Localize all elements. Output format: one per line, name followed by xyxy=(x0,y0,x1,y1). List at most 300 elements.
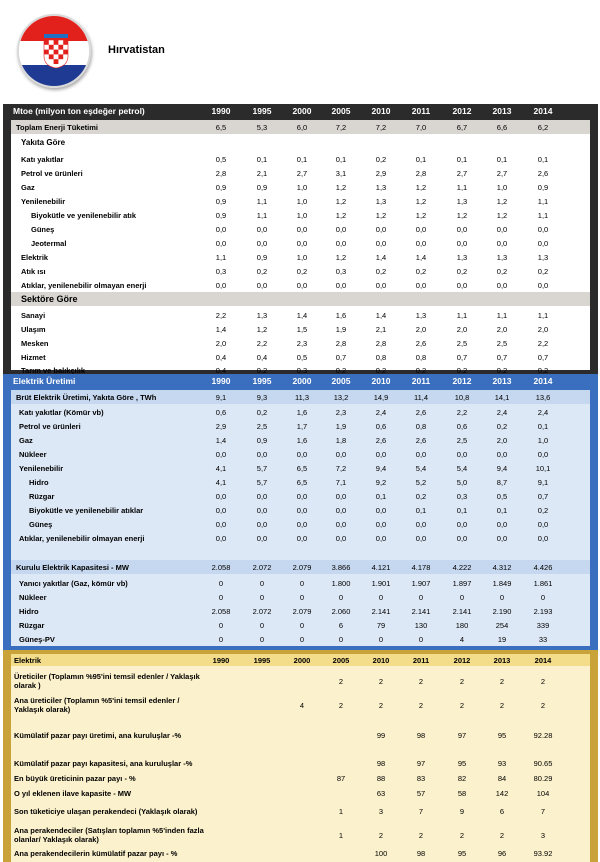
country-title: Hırvatistan xyxy=(108,44,165,56)
row-label: Biyokütle ve yenilenebilir atıklar xyxy=(29,505,144,515)
cell-value: 9,4 xyxy=(496,463,508,473)
cell-value: 0,0 xyxy=(537,449,549,459)
cell-value: 2,9 xyxy=(375,168,387,178)
cell-value: 2.141 xyxy=(371,606,391,616)
mtoe-section-header xyxy=(3,104,598,118)
cell-value: 0,9 xyxy=(215,196,227,206)
table-row xyxy=(11,292,590,306)
cell-value: 7 xyxy=(418,806,424,816)
cell-value: 0,0 xyxy=(415,449,427,459)
cell-value: 1.897 xyxy=(452,578,472,588)
cell-value: 1,0 xyxy=(296,182,308,192)
table-row xyxy=(11,405,590,419)
cell-value: 5,0 xyxy=(456,477,468,487)
cell-value: 0,7 xyxy=(496,352,508,362)
cell-value: 98 xyxy=(416,730,426,740)
table-row xyxy=(11,461,590,475)
cell-value: 0,9 xyxy=(256,252,268,262)
cell-value: 6,6 xyxy=(496,122,508,132)
cell-value: 0,3 xyxy=(456,491,468,501)
cell-value: 1 xyxy=(338,806,344,816)
cell-value: 0,0 xyxy=(537,519,549,529)
cell-value: 0,2 xyxy=(296,266,308,276)
row-label: Yakıta Göre xyxy=(21,137,66,147)
row-label: Gaz xyxy=(21,182,35,192)
cell-value: 5,4 xyxy=(415,463,427,473)
year-header: 2010 xyxy=(371,106,391,116)
cell-value: 6,7 xyxy=(456,122,468,132)
table-row xyxy=(11,475,590,489)
cell-value: 7 xyxy=(540,806,546,816)
cell-value: 2 xyxy=(459,830,465,840)
cell-value: 99 xyxy=(376,730,386,740)
year-header: 2000 xyxy=(293,655,311,665)
cell-value: 5,7 xyxy=(256,463,268,473)
cell-value: 0,8 xyxy=(415,352,427,362)
cell-value: 90.65 xyxy=(533,758,553,768)
cell-value: 57 xyxy=(416,788,426,798)
year-header: 1990 xyxy=(211,106,231,116)
cell-value: 0,3 xyxy=(335,266,347,276)
cell-value: 0,0 xyxy=(296,449,308,459)
cell-value: 1,6 xyxy=(296,435,308,445)
table-row xyxy=(11,308,590,322)
cell-value: 0,0 xyxy=(215,533,227,543)
cell-value: 0,7 xyxy=(537,491,549,501)
cell-value: 2,3 xyxy=(335,407,347,417)
row-label: Yanıcı yakıtlar (Gaz, kömür vb) xyxy=(19,578,128,588)
cell-value: 0,0 xyxy=(335,238,347,248)
cell-value: 2 xyxy=(378,830,384,840)
cell-value: 0,0 xyxy=(335,280,347,290)
cell-value: 4.312 xyxy=(492,562,512,572)
cell-value: 0,0 xyxy=(375,280,387,290)
cell-value: 0,0 xyxy=(415,519,427,529)
market-header-row xyxy=(11,654,590,666)
cell-value: 0,0 xyxy=(375,238,387,248)
cell-value: 0,0 xyxy=(415,280,427,290)
cell-value: 1,1 xyxy=(215,252,227,262)
cell-value: 0,9 xyxy=(256,182,268,192)
cell-value: 104 xyxy=(536,788,550,798)
cell-value: 2.058 xyxy=(211,606,231,616)
cell-value: 0,8 xyxy=(375,352,387,362)
cell-value: 0,1 xyxy=(456,505,468,515)
cell-value: 87 xyxy=(336,773,346,783)
year-header: 2012 xyxy=(452,106,472,116)
cell-value: 0,0 xyxy=(296,491,308,501)
year-header: 2013 xyxy=(492,376,512,386)
cell-value: 0,2 xyxy=(375,365,387,375)
cell-value: 6,0 xyxy=(296,122,308,132)
cell-value: 95 xyxy=(457,758,467,768)
cell-value: 2.072 xyxy=(252,562,272,572)
row-label: Tarım ve balıkçılık xyxy=(21,365,86,375)
row-label: Rüzgar xyxy=(29,491,55,501)
croatia-flag-icon xyxy=(17,14,91,88)
cell-value: 33 xyxy=(538,634,548,644)
cell-value: 0,0 xyxy=(335,449,347,459)
cell-value: 0,0 xyxy=(215,519,227,529)
table-row xyxy=(11,670,590,692)
year-header: 2000 xyxy=(292,376,312,386)
cell-value: 0,4 xyxy=(215,352,227,362)
cell-value: 79 xyxy=(376,620,386,630)
cell-value: 1,6 xyxy=(296,407,308,417)
row-label: Gaz xyxy=(19,435,33,445)
cell-value: 1,9 xyxy=(335,421,347,431)
row-label: Mesken xyxy=(21,338,49,348)
cell-value: 2,8 xyxy=(375,338,387,348)
cell-value: 2 xyxy=(378,700,384,710)
cell-value: 0 xyxy=(378,592,384,602)
table-row xyxy=(11,824,590,846)
cell-value: 1.901 xyxy=(371,578,391,588)
table-row xyxy=(11,222,590,236)
cell-value: 2,3 xyxy=(296,338,308,348)
table-row xyxy=(11,419,590,433)
cell-value: 0 xyxy=(338,634,344,644)
row-label: Üreticiler (Toplamın %95'ini temsil edenler / Yaklaşık olarak ) xyxy=(14,672,200,690)
cell-value: 95 xyxy=(497,730,507,740)
cell-value: 1,0 xyxy=(296,196,308,206)
cell-value: 0 xyxy=(418,592,424,602)
cell-value: 0,6 xyxy=(456,421,468,431)
cell-value: 0,1 xyxy=(496,505,508,515)
year-header: 2014 xyxy=(533,106,553,116)
cell-value: 0,0 xyxy=(256,449,268,459)
cell-value: 2,2 xyxy=(215,310,227,320)
cell-value: 1,4 xyxy=(415,252,427,262)
row-label: Hidro xyxy=(19,606,39,616)
cell-value: 2,4 xyxy=(537,407,549,417)
cell-value: 98 xyxy=(376,758,386,768)
row-label: Yenilenebilir xyxy=(21,196,66,206)
cell-value: 1.800 xyxy=(331,578,351,588)
cell-value: 0,0 xyxy=(215,224,227,234)
cell-value: 5,3 xyxy=(256,122,268,132)
cell-value: 13,6 xyxy=(535,392,551,402)
cell-value: 1,3 xyxy=(456,252,468,262)
cell-value: 0,0 xyxy=(537,280,549,290)
cell-value: 1,0 xyxy=(296,252,308,262)
cell-value: 1.907 xyxy=(411,578,431,588)
mtoe-section xyxy=(3,104,598,374)
cell-value: 2.079 xyxy=(292,562,312,572)
cell-value: 1,0 xyxy=(296,210,308,220)
cell-value: 1,2 xyxy=(335,252,347,262)
row-label: O yıl eklenen ilave kapasite - MW xyxy=(14,788,132,798)
cell-value: 1,2 xyxy=(496,196,508,206)
cell-value: 6,5 xyxy=(296,477,308,487)
cell-value: 2,7 xyxy=(456,168,468,178)
cell-value: 2,7 xyxy=(496,168,508,178)
cell-value: 0,0 xyxy=(215,238,227,248)
cell-value: 0,0 xyxy=(335,505,347,515)
cell-value: 2,1 xyxy=(256,168,268,178)
cell-value: 98 xyxy=(416,848,426,858)
cell-value: 1,5 xyxy=(296,324,308,334)
cell-value: 3,1 xyxy=(335,168,347,178)
cell-value: 14,9 xyxy=(373,392,389,402)
row-label: Sanayi xyxy=(21,310,46,320)
cell-value: 4.426 xyxy=(533,562,553,572)
cell-value: 0 xyxy=(299,578,305,588)
year-header: 2005 xyxy=(331,106,351,116)
cell-value: 0,0 xyxy=(496,280,508,290)
market-section-title: Elektrik xyxy=(14,655,42,665)
cell-value: 100 xyxy=(374,848,388,858)
electricity-generation-header xyxy=(3,374,598,388)
row-label: Son tüketiciye ulaşan perakendeci (Yaklaşık olarak) xyxy=(14,806,198,816)
row-label: Kümülatif pazar payı üretimi, ana kuruluşlar -% xyxy=(14,730,182,740)
table-row xyxy=(11,278,590,292)
table-row xyxy=(11,560,590,574)
cell-value: 0 xyxy=(299,620,305,630)
cell-value: 2,6 xyxy=(537,168,549,178)
cell-value: 1,2 xyxy=(375,210,387,220)
cell-value: 0,1 xyxy=(496,154,508,164)
cell-value: 2 xyxy=(378,676,384,686)
row-label: Ulaşım xyxy=(21,324,46,334)
cell-value: 0,2 xyxy=(415,491,427,501)
cell-value: 0,0 xyxy=(496,449,508,459)
cell-value: 2.060 xyxy=(331,606,351,616)
cell-value: 0,0 xyxy=(375,449,387,459)
year-header: 1990 xyxy=(211,376,231,386)
cell-value: 9,1 xyxy=(215,392,227,402)
cell-value: 254 xyxy=(495,620,509,630)
cell-value: 97 xyxy=(457,730,467,740)
cell-value: 10,1 xyxy=(535,463,551,473)
cell-value: 6 xyxy=(338,620,344,630)
cell-value: 6 xyxy=(499,806,505,816)
cell-value: 2,0 xyxy=(496,435,508,445)
cell-value: 1,2 xyxy=(415,182,427,192)
cell-value: 0 xyxy=(499,592,505,602)
cell-value: 0,0 xyxy=(256,224,268,234)
cell-value: 0,1 xyxy=(415,505,427,515)
cell-value: 0,6 xyxy=(375,421,387,431)
cell-value: 1,2 xyxy=(335,210,347,220)
cell-value: 1,2 xyxy=(456,210,468,220)
cell-value: 1 xyxy=(338,830,344,840)
cell-value: 0,1 xyxy=(537,421,549,431)
cell-value: 0,0 xyxy=(456,519,468,529)
year-header: 2011 xyxy=(411,376,431,386)
cell-value: 0 xyxy=(299,634,305,644)
cell-value: 1,4 xyxy=(215,435,227,445)
cell-value: 0,2 xyxy=(496,365,508,375)
cell-value: 1,0 xyxy=(496,182,508,192)
cell-value: 0 xyxy=(259,592,265,602)
cell-value: 1.849 xyxy=(492,578,512,588)
table-row xyxy=(11,489,590,503)
cell-value: 9,2 xyxy=(375,477,387,487)
cell-value: 96 xyxy=(497,848,507,858)
cell-value: 0,0 xyxy=(496,533,508,543)
cell-value: 10,8 xyxy=(454,392,470,402)
cell-value: 4,1 xyxy=(215,477,227,487)
cell-value: 0,0 xyxy=(296,533,308,543)
table-row xyxy=(11,433,590,447)
year-header: 2013 xyxy=(492,106,512,116)
cell-value: 2 xyxy=(499,830,505,840)
cell-value: 2.079 xyxy=(292,606,312,616)
row-label: Nükleer xyxy=(19,592,47,602)
mtoe-table xyxy=(11,120,590,375)
row-label: Atık ısı xyxy=(21,266,46,276)
cell-value: 0,7 xyxy=(456,352,468,362)
cell-value: 1,2 xyxy=(415,210,427,220)
cell-value: 2.072 xyxy=(252,606,272,616)
cell-value: 11,3 xyxy=(294,392,310,402)
electricity-generation-section xyxy=(3,374,598,650)
cell-value: 0,5 xyxy=(496,491,508,501)
cell-value: 0,7 xyxy=(335,352,347,362)
cell-value: 0 xyxy=(218,634,224,644)
cell-value: 0,2 xyxy=(256,407,268,417)
row-label: En büyük üreticinin pazar payı - % xyxy=(14,773,136,783)
cell-value: 0,2 xyxy=(537,365,549,375)
cell-value: 1,8 xyxy=(335,435,347,445)
row-label: Katı yakıtlar xyxy=(21,154,64,164)
cell-value: 58 xyxy=(457,788,467,798)
cell-value: 0 xyxy=(540,592,546,602)
cell-value: 5,2 xyxy=(415,477,427,487)
table-row xyxy=(11,166,590,180)
row-label: Rüzgar xyxy=(19,620,45,630)
cell-value: 0,0 xyxy=(415,224,427,234)
cell-value: 0,0 xyxy=(296,505,308,515)
cell-value: 0,0 xyxy=(215,505,227,515)
cell-value: 2,0 xyxy=(215,338,227,348)
year-header: 2014 xyxy=(534,655,552,665)
cell-value: 0,5 xyxy=(296,352,308,362)
table-row xyxy=(11,590,590,604)
mtoe-section-title: Mtoe (milyon ton eşdeğer petrol) xyxy=(13,106,145,116)
cell-value: 2.193 xyxy=(533,606,553,616)
cell-value: 1,1 xyxy=(537,310,549,320)
cell-value: 9,3 xyxy=(256,392,268,402)
electricity-market-table xyxy=(11,654,590,862)
cell-value: 0,0 xyxy=(415,238,427,248)
cell-value: 4 xyxy=(299,700,305,710)
cell-value: 0,1 xyxy=(537,154,549,164)
cell-value: 0,5 xyxy=(215,154,227,164)
cell-value: 7,1 xyxy=(335,477,347,487)
cell-value: 142 xyxy=(495,788,509,798)
table-row xyxy=(11,390,590,404)
cell-value: 0,2 xyxy=(375,154,387,164)
year-header: 2013 xyxy=(493,655,511,665)
year-header: 2010 xyxy=(372,655,390,665)
cell-value: 1,1 xyxy=(496,310,508,320)
table-row xyxy=(11,517,590,531)
table-row xyxy=(11,250,590,264)
row-label: Güneş xyxy=(29,519,53,529)
cell-value: 2,8 xyxy=(335,338,347,348)
cell-value: 7,2 xyxy=(335,122,347,132)
cell-value: 0,2 xyxy=(537,266,549,276)
cell-value: 1,1 xyxy=(456,182,468,192)
row-label: Toplam Enerji Tüketimi xyxy=(16,122,98,132)
table-row xyxy=(11,503,590,517)
cell-value: 0 xyxy=(218,620,224,630)
table-row xyxy=(11,800,590,822)
cell-value: 1,1 xyxy=(456,310,468,320)
cell-value: 0,0 xyxy=(296,519,308,529)
cell-value: 1,6 xyxy=(335,310,347,320)
cell-value: 2 xyxy=(459,676,465,686)
cell-value: 1,3 xyxy=(456,196,468,206)
cell-value: 0,0 xyxy=(335,491,347,501)
cell-value: 0 xyxy=(378,634,384,644)
cell-value: 2 xyxy=(499,676,505,686)
cell-value: 2 xyxy=(338,676,344,686)
cell-value: 0,9 xyxy=(537,182,549,192)
cell-value: 0,4 xyxy=(256,352,268,362)
electricity-market-section xyxy=(3,650,598,862)
cell-value: 1,2 xyxy=(335,196,347,206)
year-header: 2011 xyxy=(412,655,430,665)
cell-value: 1,1 xyxy=(537,196,549,206)
table-row xyxy=(11,786,590,800)
cell-value: 1,0 xyxy=(537,435,549,445)
cell-value: 0,0 xyxy=(335,224,347,234)
cell-value: 0,9 xyxy=(256,435,268,445)
cell-value: 2,5 xyxy=(256,421,268,431)
cell-value: 2,9 xyxy=(215,421,227,431)
table-row xyxy=(11,194,590,208)
cell-value: 0 xyxy=(259,634,265,644)
cell-value: 2.141 xyxy=(411,606,431,616)
row-label: Ana perakendeciler (Satışları toplamın %5'inden fazla olanlar/ Yaklaşık olarak) xyxy=(14,826,204,844)
cell-value: 2,8 xyxy=(215,168,227,178)
table-row xyxy=(11,632,590,646)
cell-value: 1,9 xyxy=(335,324,347,334)
table-row xyxy=(11,728,590,742)
cell-value: 1,2 xyxy=(256,324,268,334)
cell-value: 2 xyxy=(540,676,546,686)
year-header: 1995 xyxy=(252,376,272,386)
year-header: 1995 xyxy=(252,106,272,116)
cell-value: 1,2 xyxy=(496,210,508,220)
cell-value: 93.92 xyxy=(533,848,553,858)
cell-value: 4.178 xyxy=(411,562,431,572)
cell-value: 0,1 xyxy=(415,154,427,164)
cell-value: 1,3 xyxy=(375,196,387,206)
electricity-generation-title: Elektrik Üretimi xyxy=(13,376,76,386)
table-row xyxy=(11,694,590,716)
cell-value: 2.141 xyxy=(452,606,472,616)
cell-value: 0,0 xyxy=(496,519,508,529)
cell-value: 1,4 xyxy=(375,310,387,320)
cell-value: 4,1 xyxy=(215,463,227,473)
row-label: Ana üreticiler (Toplamın %5'ini temsil edenler / Yaklaşık olarak) xyxy=(14,696,180,714)
cell-value: 0,2 xyxy=(375,266,387,276)
cell-value: 0,0 xyxy=(256,519,268,529)
cell-value: 0,0 xyxy=(256,280,268,290)
cell-value: 8,7 xyxy=(496,477,508,487)
cell-value: 2,5 xyxy=(456,435,468,445)
cell-value: 0,4 xyxy=(215,365,227,375)
cell-value: 2.058 xyxy=(211,562,231,572)
cell-value: 2,4 xyxy=(375,407,387,417)
cell-value: 2,8 xyxy=(415,168,427,178)
cell-value: 130 xyxy=(414,620,428,630)
year-header: 2014 xyxy=(533,376,553,386)
